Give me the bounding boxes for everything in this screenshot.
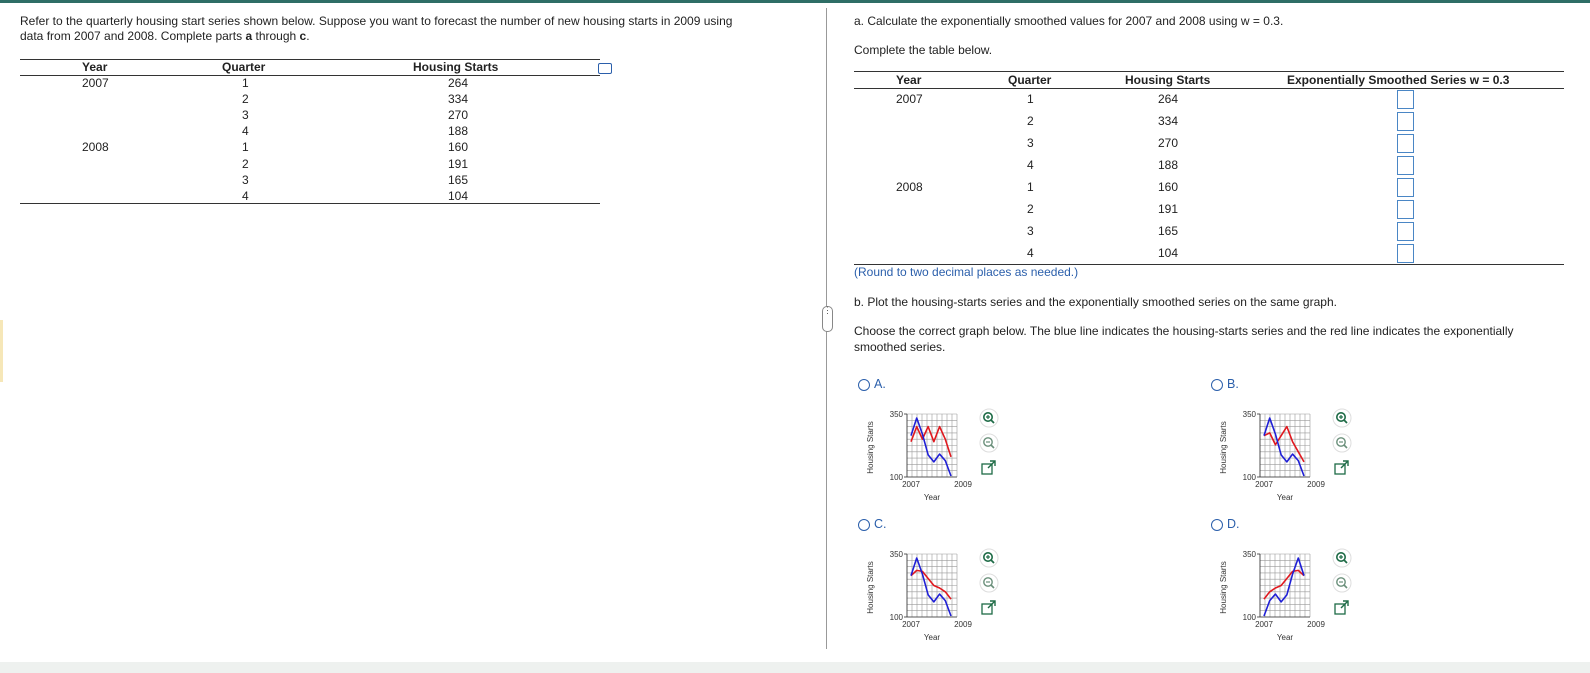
y-tick-label-top: 350 — [889, 550, 903, 559]
y-tick-label-top: 350 — [889, 410, 903, 419]
col-header-quarter: Quarter — [222, 60, 266, 74]
answer-table-header-rule — [854, 88, 1564, 89]
table-quarter-cell: 1 — [242, 76, 249, 90]
zoom-out-bg — [980, 574, 998, 592]
x-tick-label-left: 2007 — [902, 480, 920, 489]
open-in-new-window-icon[interactable] — [982, 461, 995, 474]
x-tick-label-right: 2009 — [954, 480, 972, 489]
open-in-new-window-icon[interactable] — [1335, 461, 1348, 474]
option-radio[interactable] — [1211, 379, 1223, 391]
pane-resize-handle[interactable]: ⋮ — [822, 306, 833, 332]
smoothed-value-input[interactable] — [1397, 178, 1414, 197]
answer-quarter-cell: 1 — [1027, 92, 1034, 106]
table-quarter-cell: 4 — [242, 188, 249, 203]
table-starts-cell: 264 — [448, 76, 469, 90]
table-year-cell: 2007 — [82, 76, 109, 90]
option-label[interactable]: A. — [874, 377, 886, 391]
table-quarter-cell: 1 — [242, 140, 249, 155]
part-a-instruction: Complete the table below. — [854, 43, 993, 57]
answer-year-cell: 2007 — [896, 92, 923, 106]
table-quarter-cell: 2 — [242, 156, 249, 171]
table-quarter-cell: 4 — [242, 124, 249, 139]
option-label[interactable]: D. — [1227, 517, 1240, 531]
table-starts-cell: 165 — [448, 172, 469, 187]
answer-year-cell: 2008 — [896, 180, 923, 194]
y-axis-label: Housing Starts — [1219, 561, 1228, 614]
answer-quarter-cell: 3 — [1027, 224, 1034, 238]
smoothed-value-input[interactable] — [1397, 112, 1414, 131]
table-starts-cell: 334 — [448, 92, 469, 107]
col-header-year: Year — [82, 60, 108, 74]
intro-part-c: c — [299, 29, 307, 43]
intro-text: data from 2007 and 2008. Complete parts — [20, 29, 246, 43]
answer-quarter-cell: 4 — [1027, 246, 1034, 260]
smoothed-value-input[interactable] — [1397, 222, 1414, 241]
x-tick-label-left: 2007 — [1255, 480, 1273, 489]
question-intro — [20, 14, 810, 44]
answer-quarter-cell: 2 — [1027, 114, 1034, 128]
zoom-in-bg — [1333, 549, 1351, 567]
round-note: (Round to two decimal places as needed.) — [854, 265, 1079, 279]
x-axis-label: Year — [1276, 633, 1294, 642]
open-in-new-window-icon[interactable] — [1335, 601, 1348, 614]
table-quarter-cell: 3 — [242, 172, 249, 187]
zoom-out-icon[interactable] — [980, 434, 998, 452]
bottom-bar — [0, 662, 1590, 673]
answer-starts-cell: 160 — [1158, 180, 1179, 194]
answer-quarter-cell: 2 — [1027, 202, 1034, 216]
y-tick-label-bottom: 100 — [1242, 613, 1256, 622]
table-starts-cell: 104 — [448, 188, 469, 203]
open-in-new-window-icon[interactable] — [982, 601, 995, 614]
option-radio[interactable] — [858, 379, 870, 391]
option-graph-c — [862, 540, 1012, 650]
answer-quarter-cell: 1 — [1027, 180, 1034, 194]
table-quarter-cell: 2 — [242, 92, 249, 107]
zoom-out-bg — [980, 434, 998, 452]
smoothed-value-input[interactable] — [1397, 156, 1414, 175]
option-label[interactable]: B. — [1227, 377, 1239, 391]
y-tick-label-top: 350 — [1242, 550, 1256, 559]
part-b-instruction-2: smoothed series. — [854, 340, 946, 354]
y-tick-label-bottom: 100 — [1242, 473, 1256, 482]
answer-starts-cell: 334 — [1158, 114, 1179, 128]
y-tick-label-top: 350 — [1242, 410, 1256, 419]
zoom-in-bg — [1333, 409, 1351, 427]
table-bottom-rule — [20, 203, 600, 204]
answer-col-housing-starts: Housing Starts — [1125, 73, 1211, 87]
option-radio[interactable] — [1211, 519, 1223, 531]
col-header-housing-starts: Housing Starts — [413, 60, 499, 74]
answer-starts-cell: 104 — [1158, 246, 1179, 260]
y-axis-label: Housing Starts — [866, 561, 875, 614]
zoom-out-icon[interactable] — [1333, 434, 1351, 452]
table-starts-cell: 160 — [448, 140, 469, 155]
x-axis-label: Year — [923, 493, 941, 502]
answer-col-quarter: Quarter — [1008, 73, 1052, 87]
x-tick-label-right: 2009 — [1307, 620, 1325, 629]
table-starts-cell: 191 — [448, 156, 469, 171]
intro-line-1: Refer to the quarterly housing start series shown below. Suppose you want to forecast the number of new housing starts in 2009 using — [20, 14, 733, 28]
zoom-in-icon[interactable] — [1333, 409, 1351, 427]
y-tick-label-bottom: 100 — [889, 473, 903, 482]
answer-starts-cell: 270 — [1158, 136, 1179, 150]
zoom-in-icon[interactable] — [980, 409, 998, 427]
option-label[interactable]: C. — [874, 517, 887, 531]
intro-line-2 — [20, 29, 810, 44]
answer-table-top-rule — [854, 71, 1564, 72]
answer-quarter-cell: 4 — [1027, 158, 1034, 172]
top-accent-bar — [0, 0, 1590, 3]
y-axis-label: Housing Starts — [866, 421, 875, 474]
left-scroll-marker — [0, 320, 3, 382]
zoom-out-icon[interactable] — [980, 574, 998, 592]
answer-starts-cell: 191 — [1158, 202, 1179, 216]
x-tick-label-right: 2009 — [1307, 480, 1325, 489]
part-a-prompt: a. Calculate the exponentially smoothed values for 2007 and 2008 using w = 0.3. — [854, 14, 1284, 28]
part-b-prompt: b. Plot the housing-starts series and the exponentially smoothed series on the same graph. — [854, 295, 1337, 309]
zoom-out-bg — [1333, 434, 1351, 452]
x-tick-label-right: 2009 — [954, 620, 972, 629]
smoothed-value-input[interactable] — [1397, 244, 1414, 263]
x-axis-label: Year — [1276, 493, 1294, 502]
table-starts-cell: 188 — [448, 124, 469, 139]
zoom-out-bg — [1333, 574, 1351, 592]
table-starts-cell: 270 — [448, 108, 469, 123]
copy-table-icon[interactable] — [598, 63, 612, 74]
zoom-in-bg — [980, 549, 998, 567]
x-tick-label-left: 2007 — [1255, 620, 1273, 629]
x-tick-label-left: 2007 — [902, 620, 920, 629]
smoothed-value-input[interactable] — [1397, 200, 1414, 219]
y-tick-label-bottom: 100 — [889, 613, 903, 622]
option-graph-a — [862, 400, 1012, 510]
zoom-out-icon[interactable] — [1333, 574, 1351, 592]
answer-col-smoothed: Exponentially Smoothed Series w = 0.3 — [1287, 73, 1510, 87]
intro-text: through — [252, 29, 300, 43]
zoom-in-icon[interactable] — [980, 549, 998, 567]
zoom-in-bg — [980, 409, 998, 427]
table-year-cell: 2008 — [82, 140, 109, 155]
intro-part-a: a — [245, 29, 253, 43]
answer-col-year: Year — [896, 73, 922, 87]
answer-starts-cell: 165 — [1158, 224, 1179, 238]
table-quarter-cell: 3 — [242, 108, 249, 123]
smoothed-value-input[interactable] — [1397, 90, 1414, 109]
answer-starts-cell: 264 — [1158, 92, 1179, 106]
option-graph-d — [1215, 540, 1365, 650]
smoothed-value-input[interactable] — [1397, 134, 1414, 153]
answer-quarter-cell: 3 — [1027, 136, 1034, 150]
y-axis-label: Housing Starts — [1219, 421, 1228, 474]
x-axis-label: Year — [923, 633, 941, 642]
part-b-instruction-1: Choose the correct graph below. The blue line indicates the housing-starts series and the red line indicates the exponentially — [854, 324, 1514, 338]
intro-text: . — [306, 29, 310, 43]
option-graph-b — [1215, 400, 1365, 510]
answer-starts-cell: 188 — [1158, 158, 1179, 172]
zoom-in-icon[interactable] — [1333, 549, 1351, 567]
option-radio[interactable] — [858, 519, 870, 531]
